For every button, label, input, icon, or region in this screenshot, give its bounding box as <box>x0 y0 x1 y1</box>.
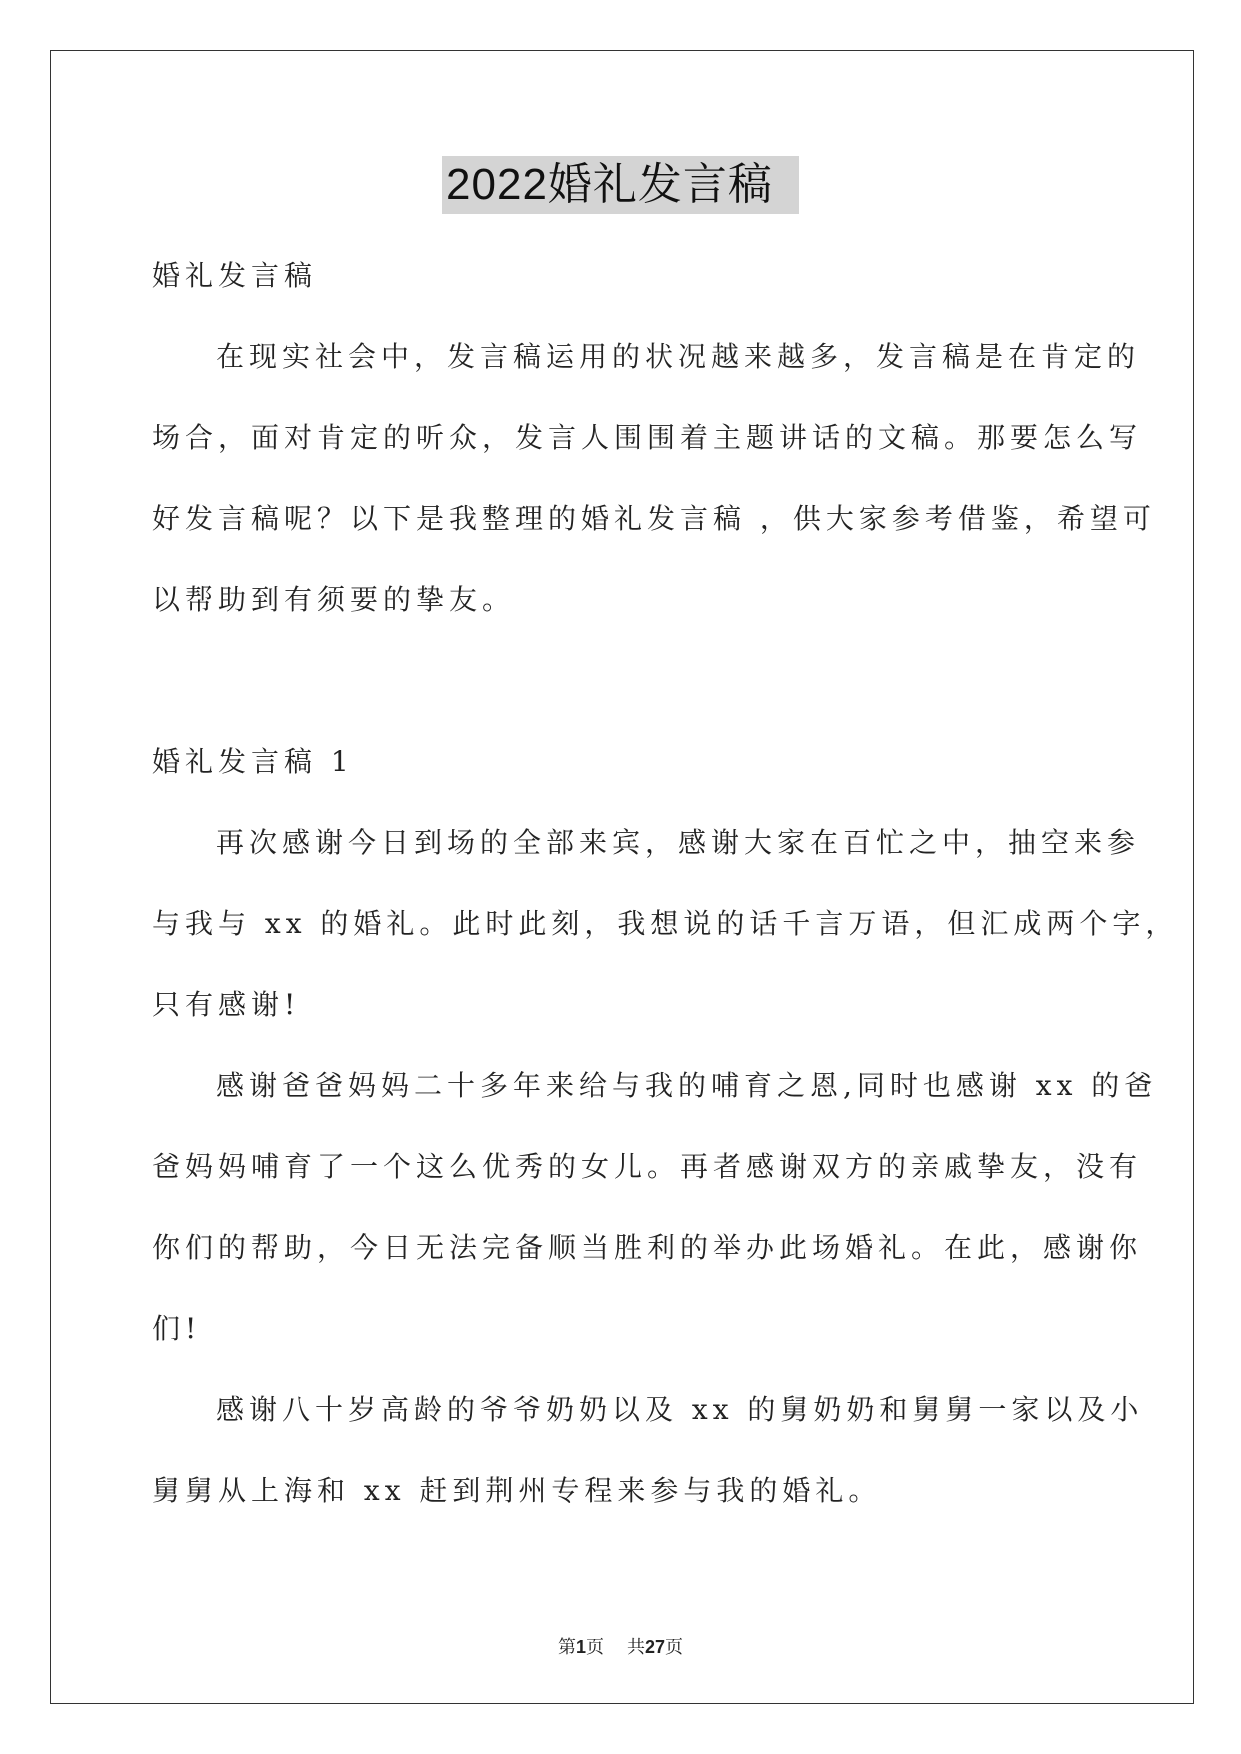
paragraph-line: 好发言稿呢？以下是我整理的婚礼发言稿 ，供大家参考借鉴，希望可 <box>152 502 1156 535</box>
paragraph-line: 以帮助到有须要的挚友。 <box>152 583 516 616</box>
footer-page-number: 1 <box>576 1637 587 1657</box>
paragraph-line: 只有感谢! <box>152 988 301 1021</box>
paragraph-line: 感谢爸爸妈妈二十多年来给与我的哺育之恩,同时也感谢 xx 的爸 <box>216 1069 1158 1102</box>
paragraph-line: 在现实社会中，发言稿运用的状况越来越多，发言稿是在肯定的 <box>216 340 1141 373</box>
paragraph-line: 与我与 xx 的婚礼。此时此刻，我想说的话千言万语，但汇成两个字， <box>152 907 1179 940</box>
footer-total-pages: 27 <box>644 1637 665 1657</box>
page-footer <box>0 1633 1241 1659</box>
footer-total-suffix: 页 <box>664 1637 683 1658</box>
paragraph-line: 舅舅从上海和 xx 赶到荆州专程来参与我的婚礼。 <box>152 1474 882 1507</box>
spacer <box>152 640 1097 721</box>
paragraph-line: 你们的帮助，今日无法完备顺当胜利的举办此场婚礼。在此，感谢你 <box>152 1231 1143 1264</box>
paragraph-line: 们! <box>152 1312 202 1345</box>
paragraph-line: 感谢八十岁高龄的爷爷奶奶以及 xx 的舅奶奶和舅舅一家以及小 <box>216 1393 1144 1426</box>
section-heading: 婚礼发言稿 <box>152 259 318 292</box>
footer-prefix: 第 <box>558 1637 577 1658</box>
paragraph-line: 再次感谢今日到场的全部来宾，感谢大家在百忙之中，抽空来参 <box>216 826 1141 859</box>
paragraph-line: 爸妈妈哺育了一个这么优秀的女儿。再者感谢双方的亲戚挚友，没有 <box>152 1150 1143 1183</box>
section-heading: 婚礼发言稿 1 <box>152 745 354 778</box>
footer-total-prefix: 共 <box>626 1637 645 1658</box>
document-title: 2022婚礼发言稿 <box>442 156 799 214</box>
document-body <box>152 235 1179 1531</box>
footer-page-suffix: 页 <box>586 1637 605 1658</box>
paragraph-line: 场合，面对肯定的听众，发言人围围着主题讲话的文稿。那要怎么写 <box>152 421 1143 454</box>
title-container <box>0 156 1241 214</box>
